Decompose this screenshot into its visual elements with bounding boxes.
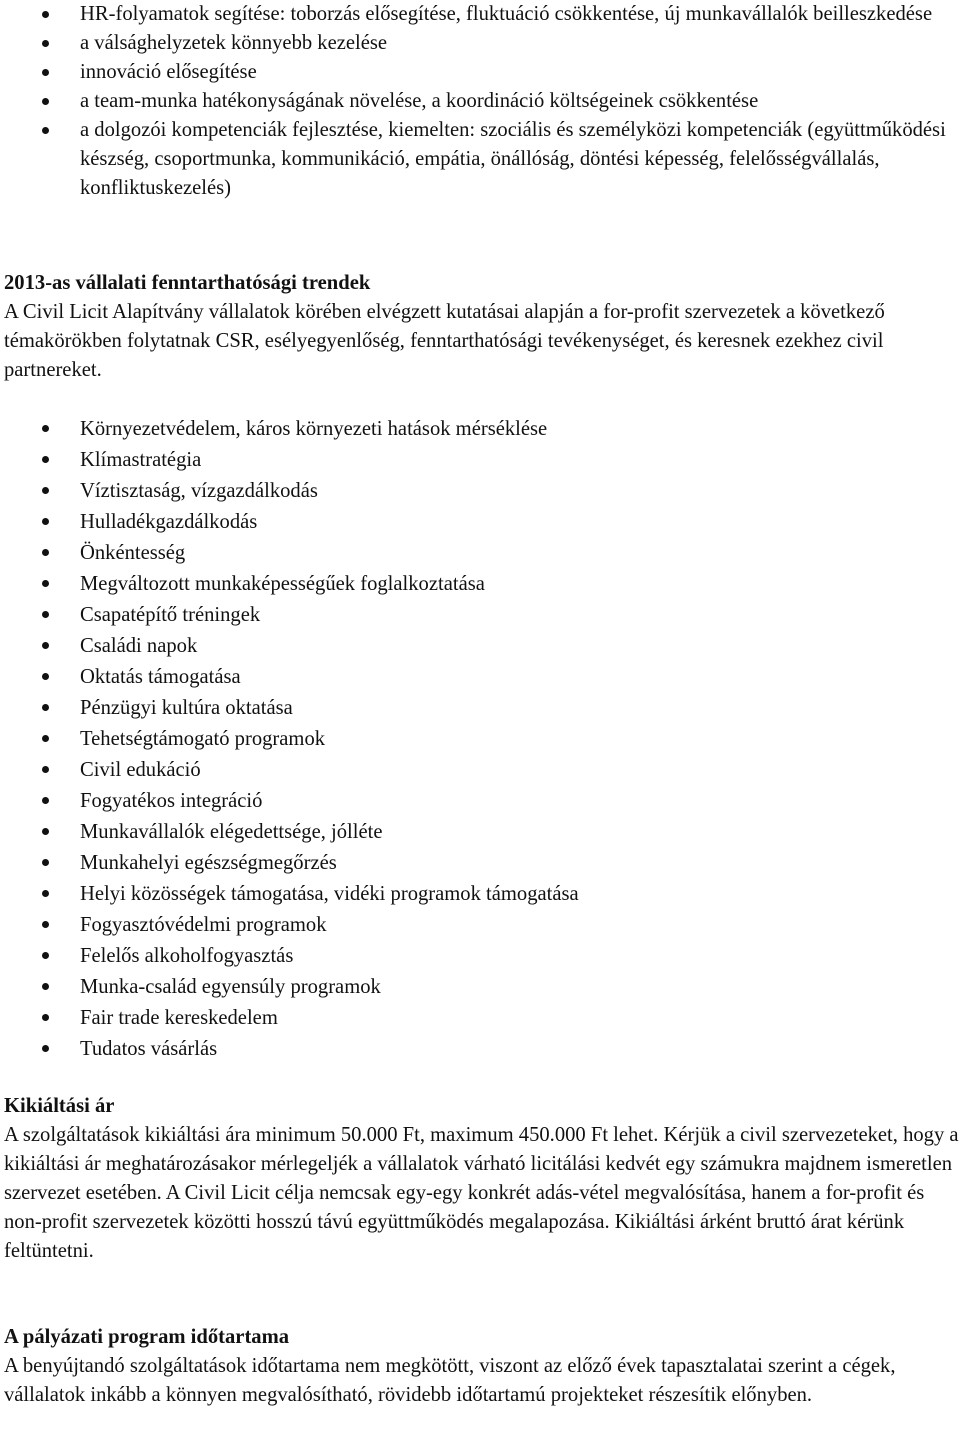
list-item: Pénzügyi kultúra oktatása bbox=[4, 693, 579, 724]
duration-paragraph: A benyújtandó szolgáltatások időtartama nem megkötött, viszont az előző évek tapasztalatai szerint a cégek, vállalatok inkább a könnyen megvalósítható, rövidebb időtartamú projekteket részesítik előnyben. bbox=[4, 1355, 896, 1406]
list-item: Felelős alkoholfogyasztás bbox=[4, 941, 579, 972]
list-item: Csapatépítő tréningek bbox=[4, 600, 579, 631]
benefits-list bbox=[4, 0, 960, 203]
list-item: HR-folyamatok segítése: toborzás elősegítése, fluktuáció csökkentése, új munkavállalók beilleszkedése bbox=[4, 0, 960, 29]
list-item: Tehetségtámogató programok bbox=[4, 724, 579, 755]
list-item: Önkéntesség bbox=[4, 538, 579, 569]
list-item: Fogyatékos integráció bbox=[4, 786, 579, 817]
list-item: Munka-család egyensúly programok bbox=[4, 972, 579, 1003]
list-item: Fair trade kereskedelem bbox=[4, 1003, 579, 1034]
list-item: Munkahelyi egészségmegőrzés bbox=[4, 848, 579, 879]
trends-heading: 2013-as vállalati fenntarthatósági trendek bbox=[4, 272, 371, 294]
list-item: Környezetvédelem, káros környezeti hatások mérséklése bbox=[4, 414, 579, 445]
list-item: Helyi közösségek támogatása, vidéki programok támogatása bbox=[4, 879, 579, 910]
list-item: Civil edukáció bbox=[4, 755, 579, 786]
list-item: Családi napok bbox=[4, 631, 579, 662]
duration-heading: A pályázati program időtartama bbox=[4, 1326, 290, 1348]
list-item: Tudatos vásárlás bbox=[4, 1034, 579, 1065]
list-item: Víztisztaság, vízgazdálkodás bbox=[4, 476, 579, 507]
list-item: a dolgozói kompetenciák fejlesztése, kiemelten: szociális és személyközi kompetenciák (együttműködési készség, csoportmunka, kommunikáció, empátia, önállóság, döntési képesség, felelősségvállalás, konfliktuskezelés) bbox=[4, 116, 960, 203]
list-item: a team-munka hatékonyságának növelése, a koordináció költségeinek csökkentése bbox=[4, 87, 960, 116]
list-item: Hulladékgazdálkodás bbox=[4, 507, 579, 538]
list-item: Fogyasztóvédelmi programok bbox=[4, 910, 579, 941]
list-item: Megváltozott munkaképességűek foglalkoztatása bbox=[4, 569, 579, 600]
list-item: innováció elősegítése bbox=[4, 58, 960, 87]
list-item: Oktatás támogatása bbox=[4, 662, 579, 693]
list-item: Klímastratégia bbox=[4, 445, 579, 476]
list-item: a válsághelyzetek könnyebb kezelése bbox=[4, 29, 960, 58]
trends-paragraph: A Civil Licit Alapítvány vállalatok körében elvégzett kutatásai alapján a for-profit szervezetek a következő témakörökben folytatnak CSR, esélyegyenlőség, fenntarthatósági tevékenységet, és keresnek ezekhez civil partnereket. bbox=[4, 301, 885, 381]
price-paragraph: A szolgáltatások kikiáltási ára minimum 50.000 Ft, maximum 450.000 Ft lehet. Kérjük a civil szervezeteket, hogy a kikiáltási ár meghatározásakor mérlegeljék a vállalatok várható licitálási kedvét egy számukra majdnem ismeretlen szervezet esetében. A Civil Licit célja nemcsak egy-egy konkrét adás-vétel megvalósítása, hanem a for-profit és non-profit szervezetek közötti hosszú távú együttműködés megalapozása. Kikiáltási árként bruttó árat kérünk feltüntetni. bbox=[4, 1124, 959, 1262]
price-heading: Kikiáltási ár bbox=[4, 1095, 115, 1117]
list-item: Munkavállalók elégedettsége, jólléte bbox=[4, 817, 579, 848]
topics-list bbox=[4, 414, 579, 1065]
